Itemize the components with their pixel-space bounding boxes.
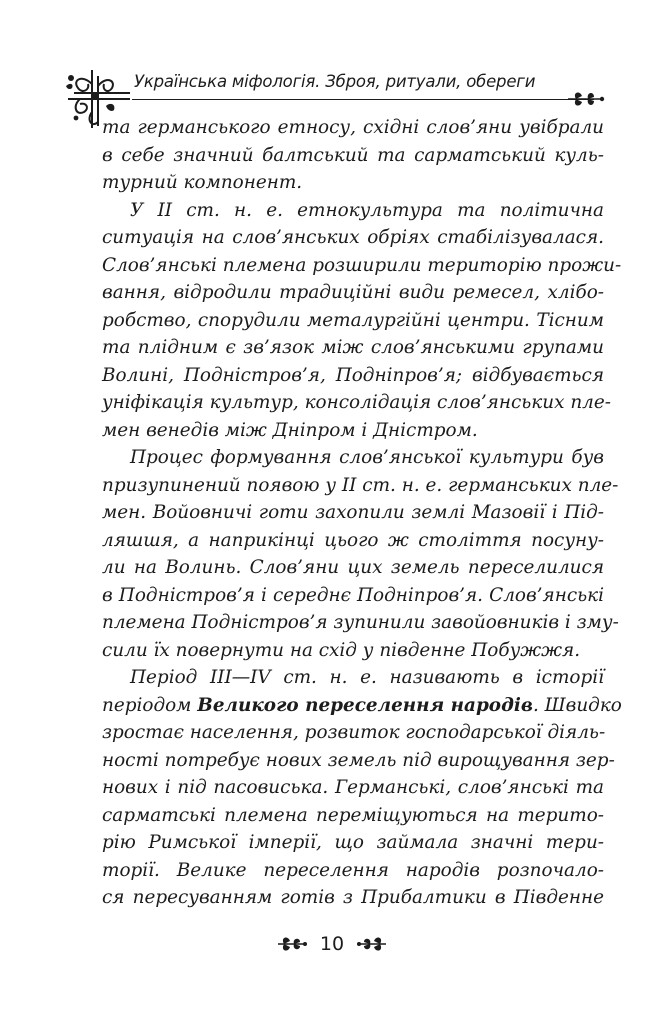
text-line: вання, відродили традиційні види ремесел, хлібо- xyxy=(102,282,604,303)
text-line xyxy=(102,692,622,720)
text-line: та германського етносу, східні слов’яни увібрали xyxy=(102,117,604,138)
text-line: ності потребує нових земель під вирощування зер- xyxy=(102,749,615,771)
text-line: зростає населення, розвиток господарської діяль- xyxy=(102,722,606,743)
text-line: рію Римської імперії, що займала значні тери- xyxy=(102,832,604,853)
text-line: турний компонент. xyxy=(102,172,303,193)
text-line: ситуація на слов’янських обріях стабілізувалася. xyxy=(102,227,604,248)
text-line: ли на Волинь. Слов’яни цих земель переселилися xyxy=(102,557,604,578)
text-run: періодом xyxy=(102,694,198,716)
text-line: призупинений появою у II ст. н. е. германських пле- xyxy=(102,474,619,496)
body-text xyxy=(102,114,622,912)
text-line: Волині, Подністров’я, Подніпров’я; відбувається xyxy=(102,364,604,386)
text-line: та плідним є зв’язок між слов’янськими групами xyxy=(102,337,604,358)
text-line: в Подністров’я і середнє Подніпров’я. Слов’янські xyxy=(102,584,604,606)
text-line: торії. Велике переселення народів розпочало- xyxy=(102,859,604,881)
paragraph-3 xyxy=(102,444,619,664)
text-line: племена Подністров’я зупинили завойовників і зму- xyxy=(102,612,619,633)
text-line: ся пересуванням готів з Прибалтики в Південне xyxy=(102,887,604,908)
text-run: . Швидко xyxy=(532,694,622,716)
text-line: нових і під пасовиська. Германські, слов’янські та xyxy=(102,777,604,798)
text-line: Слов’янські племена розширили територію прожи- xyxy=(102,254,622,276)
header-rule xyxy=(132,99,594,100)
text-line: в себе значний балтський та сарматський куль- xyxy=(102,144,604,166)
text-line: мен. Войовничі готи захопили землі Мазовії і Під- xyxy=(102,502,604,523)
text-line: Період III—IV ст. н. е. називають в історії xyxy=(130,667,604,688)
text-line: робство, спорудили металургійні центри. Тісним xyxy=(102,309,604,331)
text-line: ляшшя, а наприкінці цього ж століття посуну- xyxy=(102,529,604,551)
floral-sprig-icon xyxy=(566,88,606,110)
text-line: сили їх повернути на схід у південне Побужжя. xyxy=(102,639,581,661)
paragraph-4 xyxy=(102,664,622,912)
running-header xyxy=(0,0,658,130)
floral-sprig-icon xyxy=(356,934,388,954)
text-line: Процес формування слов’янської культури був xyxy=(130,447,604,468)
paragraph-1 xyxy=(102,114,604,197)
page-number: 10 xyxy=(319,933,345,955)
bold-term: Великого переселення народів xyxy=(197,694,533,716)
header-title: Українська міфологія. Зброя, ритуали, обереги xyxy=(134,72,536,91)
text-line: У II ст. н. е. етнокультура та політична xyxy=(130,199,604,221)
text-line: мен венедів між Дніпром і Дністром. xyxy=(102,419,478,441)
text-line: уніфікація культур, консолідація слов’янських пле- xyxy=(102,392,611,413)
page-footer xyxy=(0,930,658,960)
floral-sprig-icon xyxy=(276,934,308,954)
paragraph-2 xyxy=(102,197,622,445)
text-line: сарматські племена переміщуються на терито- xyxy=(102,804,604,826)
